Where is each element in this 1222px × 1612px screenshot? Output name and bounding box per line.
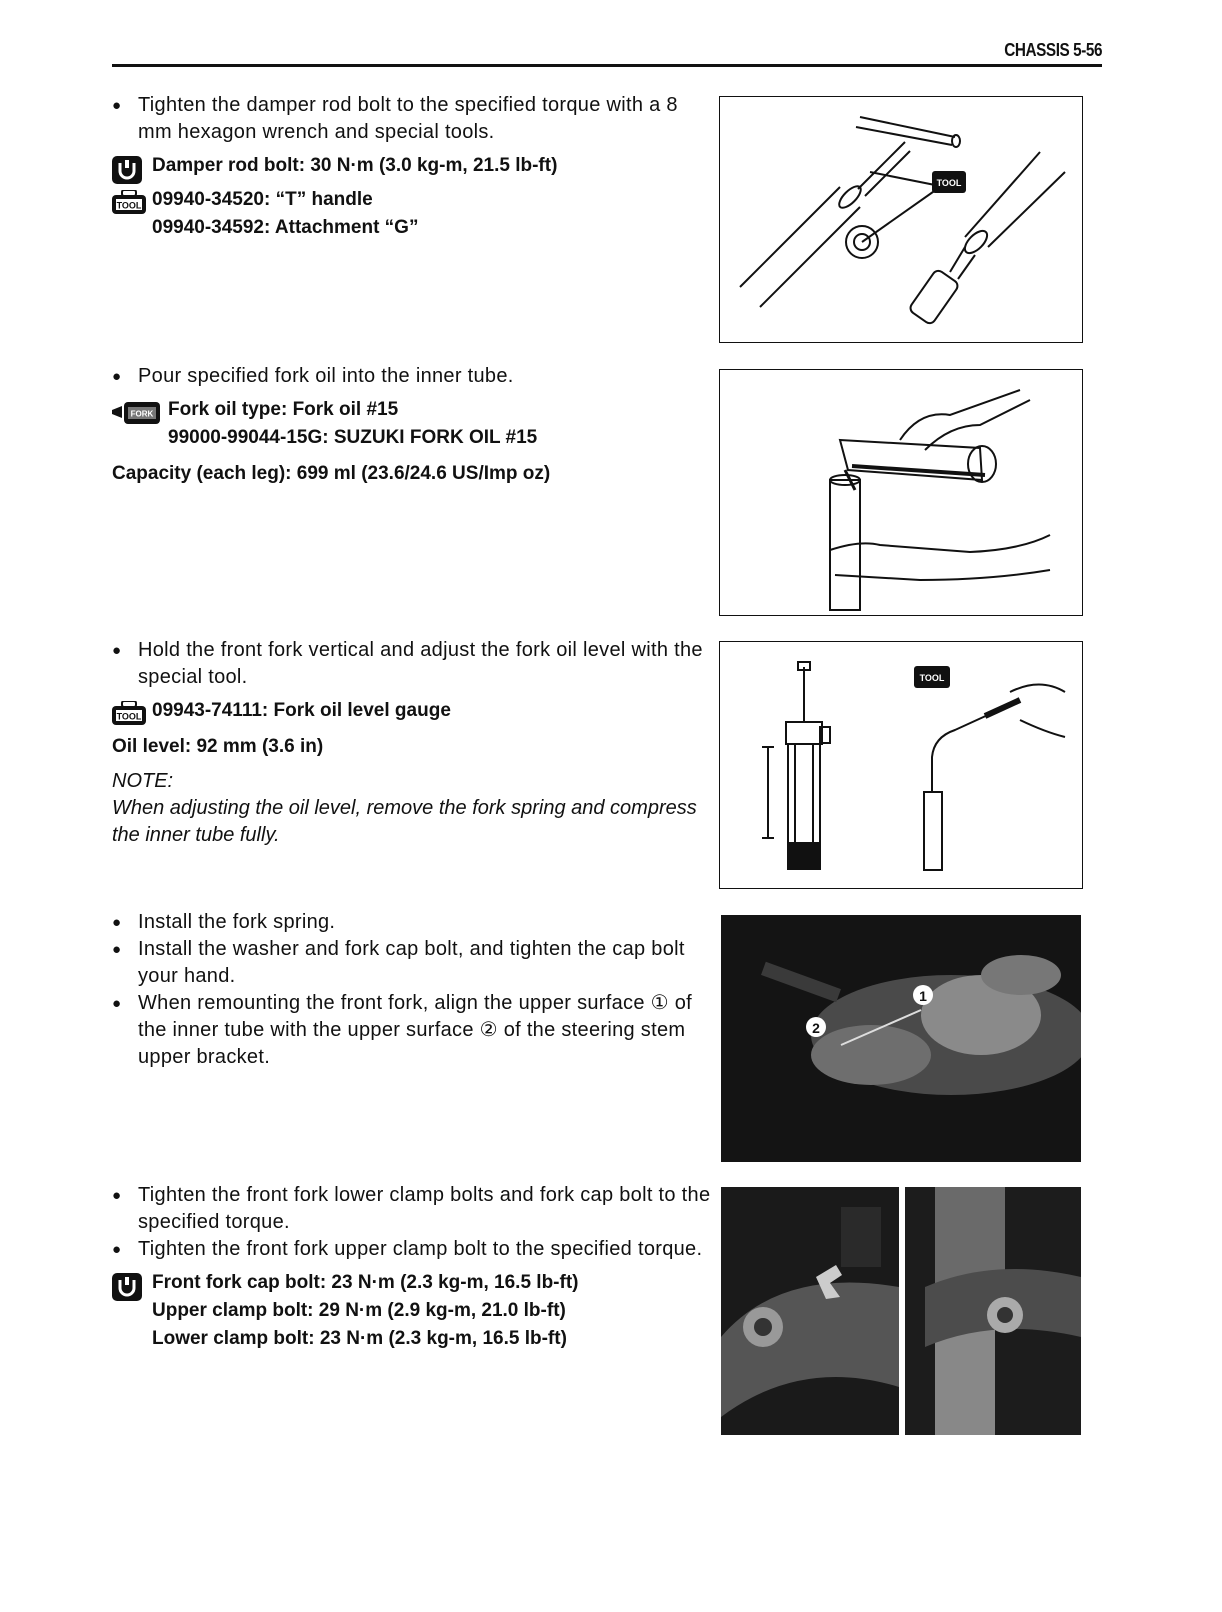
torque-line: Upper clamp bolt: 29 N·m (2.9 kg-m, 21.0 lb-ft) <box>152 1300 566 1321</box>
tool-icon <box>112 701 146 734</box>
torque-wrench-icon <box>112 1273 142 1310</box>
photo-lower-clamp <box>721 1187 899 1435</box>
photo-upper-clamp <box>905 1187 1081 1435</box>
upper-clamp-photo <box>905 1187 1081 1435</box>
section-damper-rod <box>112 92 712 242</box>
lower-clamp-photo <box>721 1187 899 1435</box>
figure-pour-oil <box>719 369 1083 616</box>
page-header <box>112 38 1102 67</box>
instruction-bullet: ● Pour specified fork oil into the inner tube. <box>112 363 712 390</box>
instruction-bullet: ● Hold the front fork vertical and adjust the fork oil level with the special tool. <box>112 637 712 691</box>
section-fork-spring <box>112 909 712 1071</box>
t-handle-illustration <box>720 97 1082 342</box>
svg-text:TOOL: TOOL <box>936 178 962 188</box>
oil-level-gauge-illustration <box>720 642 1082 888</box>
figure-t-handle <box>719 96 1083 343</box>
fork-oil-icon <box>112 400 162 433</box>
oil-type: Fork oil type: Fork oil #15 <box>168 399 399 420</box>
note-label: NOTE: <box>112 770 174 792</box>
special-tools <box>112 186 712 242</box>
clamp-torque-specs <box>112 1269 712 1353</box>
page-title: CHASSIS 5-56 <box>1004 40 1102 60</box>
note-text: When adjusting the oil level, remove the fork spring and compress the inner tube fully. <box>112 797 697 846</box>
photo-upper-bracket <box>721 915 1081 1162</box>
svg-text:TOOL: TOOL <box>116 711 142 722</box>
tool-line: 09940-34592: Attachment “G” <box>152 217 419 238</box>
torque-spec <box>112 152 712 180</box>
oil-level-tool <box>112 697 712 725</box>
instruction-bullet: ● Install the washer and fork cap bolt, and tighten the cap bolt your hand. <box>112 936 712 990</box>
svg-text:TOOL: TOOL <box>919 673 945 683</box>
svg-text:FORK: FORK <box>130 409 154 419</box>
section-oil-level <box>112 637 712 849</box>
torque-spec-text: Damper rod bolt: 30 N·m (3.0 kg-m, 21.5 lb-ft) <box>152 155 558 176</box>
fork-oil-spec <box>112 396 712 452</box>
torque-line: Front fork cap bolt: 23 N·m (2.3 kg-m, 16.5 lb-ft) <box>152 1272 579 1293</box>
upper-bracket-photo <box>721 915 1081 1162</box>
svg-text:1: 1 <box>919 988 927 1004</box>
instruction-bullet: ● Install the fork spring. <box>112 909 712 936</box>
tool-line: 09940-34520: “T” handle <box>152 189 373 210</box>
oil-level-gauge: 09943-74111: Fork oil level gauge <box>152 700 451 721</box>
instruction-bullet: ● Tighten the front fork lower clamp bolts and fork cap bolt to the specified torque. <box>112 1182 712 1236</box>
svg-text:2: 2 <box>812 1020 820 1036</box>
oil-part-number: 99000-99044-15G: SUZUKI FORK OIL #15 <box>168 427 538 448</box>
figure-oil-level-gauge <box>719 641 1083 889</box>
section-fork-oil <box>112 363 712 487</box>
torque-line: Lower clamp bolt: 23 N·m (2.3 kg-m, 16.5 lb-ft) <box>152 1328 567 1349</box>
svg-text:TOOL: TOOL <box>116 200 142 211</box>
oil-level-value: Oil level: 92 mm (3.6 in) <box>112 736 324 757</box>
instruction-bullet: ● Tighten the front fork upper clamp bolt to the specified torque. <box>112 1236 712 1263</box>
pour-oil-illustration <box>720 370 1082 615</box>
oil-capacity: Capacity (each leg): 699 ml (23.6/24.6 US/Imp oz) <box>112 463 551 484</box>
instruction-bullet: ● Tighten the damper rod bolt to the specified torque with a 8 mm hexagon wrench and special tools. <box>112 92 712 146</box>
instruction-bullet: ● When remounting the front fork, align the upper surface ① of the inner tube with the upper surface ② of the steering stem upper bracket. <box>112 990 712 1071</box>
tool-icon <box>112 190 146 223</box>
section-clamp-bolts <box>112 1182 712 1353</box>
